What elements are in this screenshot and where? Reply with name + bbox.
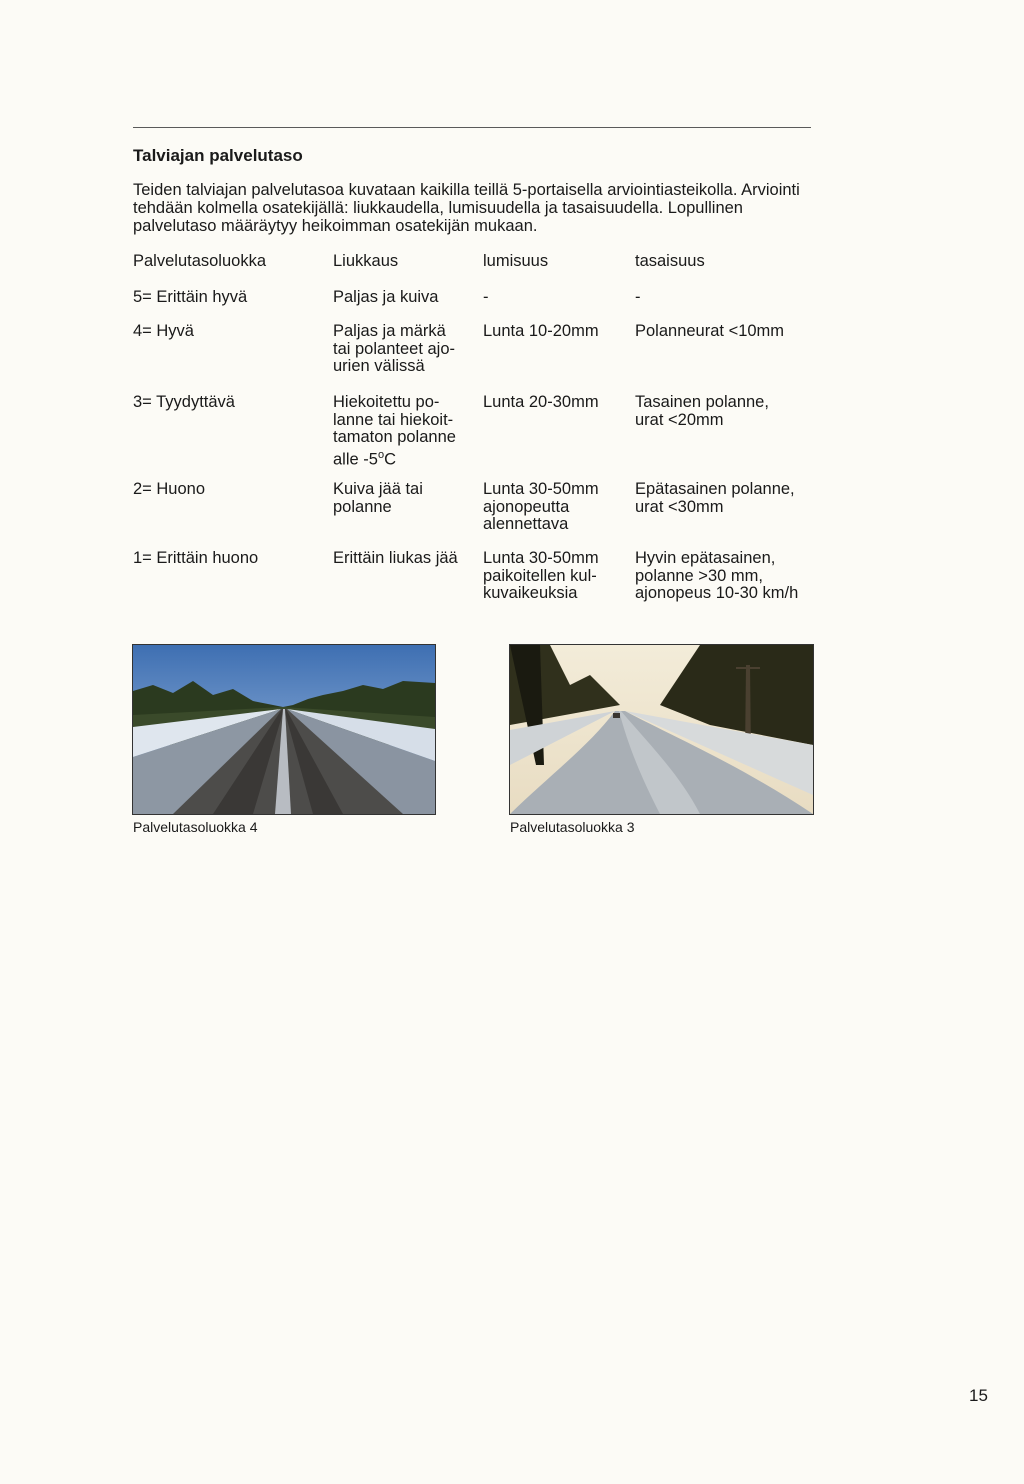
row5-tasaisuus: - <box>635 288 641 306</box>
row2-tasaisuus: Epätasainen polanne, urat <30mm <box>635 480 795 516</box>
photo-caption-2: Palvelutasoluokka 3 <box>510 819 635 835</box>
row4-liukkaus: Paljas ja märkä tai polanteet ajo- urien välissä <box>333 322 456 375</box>
photo-caption-1: Palvelutasoluokka 4 <box>133 819 258 835</box>
header-liukkaus: Liukkaus <box>333 252 399 270</box>
row2-lumisuus: Lunta 30-50mm ajonopeutta alennettava <box>483 480 599 533</box>
header-palvelutasoluokka: Palvelutasoluokka <box>133 252 266 270</box>
row4-lumisuus: Lunta 10-20mm <box>483 322 599 340</box>
section-title: Talviajan palvelutaso <box>133 146 303 165</box>
row4-class: 4= Hyvä <box>133 322 194 340</box>
row1-class: 1= Erittäin huono <box>133 549 259 567</box>
row3-liukkaus: Hiekoitettu po- lanne tai hiekoit- tamaton polanne alle -5$^o$C <box>333 393 456 468</box>
header-lumisuus: lumisuus <box>483 252 549 270</box>
photo-road-class-4 <box>132 644 436 815</box>
row1-liukkaus: Erittäin liukas jää <box>333 549 458 567</box>
row5-lumisuus: - <box>483 288 489 306</box>
row5-class: 5= Erittäin hyvä <box>133 288 248 306</box>
row2-class: 2= Huono <box>133 480 206 498</box>
intro-paragraph: Teiden talviajan palvelutasoa kuvataan kaikilla teillä 5-portaisella arviointiasteikolla. Arviointi tehdään kolmella osatekijällä: liukkaudella, lumisuudella ja tasaisuudella. Lopullinen palvelutaso määräytyy heikoimman osatekijän mukaan. <box>133 181 800 235</box>
header-tasaisuus: tasaisuus <box>635 252 705 270</box>
row1-lumisuus: Lunta 30-50mm paikoitellen kul- kuvaikeuksia <box>483 549 599 602</box>
page-number: 15 <box>969 1386 988 1405</box>
row4-tasaisuus: Polanneurat <10mm <box>635 322 785 340</box>
photo-road-class-3 <box>509 644 814 815</box>
row2-liukkaus: Kuiva jää tai polanne <box>333 480 423 516</box>
row3-lumisuus: Lunta 20-30mm <box>483 393 599 411</box>
row3-tasaisuus: Tasainen polanne, urat <20mm <box>635 393 769 429</box>
row3-class: 3= Tyydyttävä <box>133 393 235 411</box>
row1-tasaisuus: Hyvin epätasainen, polanne >30 mm, ajonopeus 10-30 km/h <box>635 549 799 602</box>
top-rule <box>133 127 811 128</box>
row5-liukkaus: Paljas ja kuiva <box>333 288 439 306</box>
